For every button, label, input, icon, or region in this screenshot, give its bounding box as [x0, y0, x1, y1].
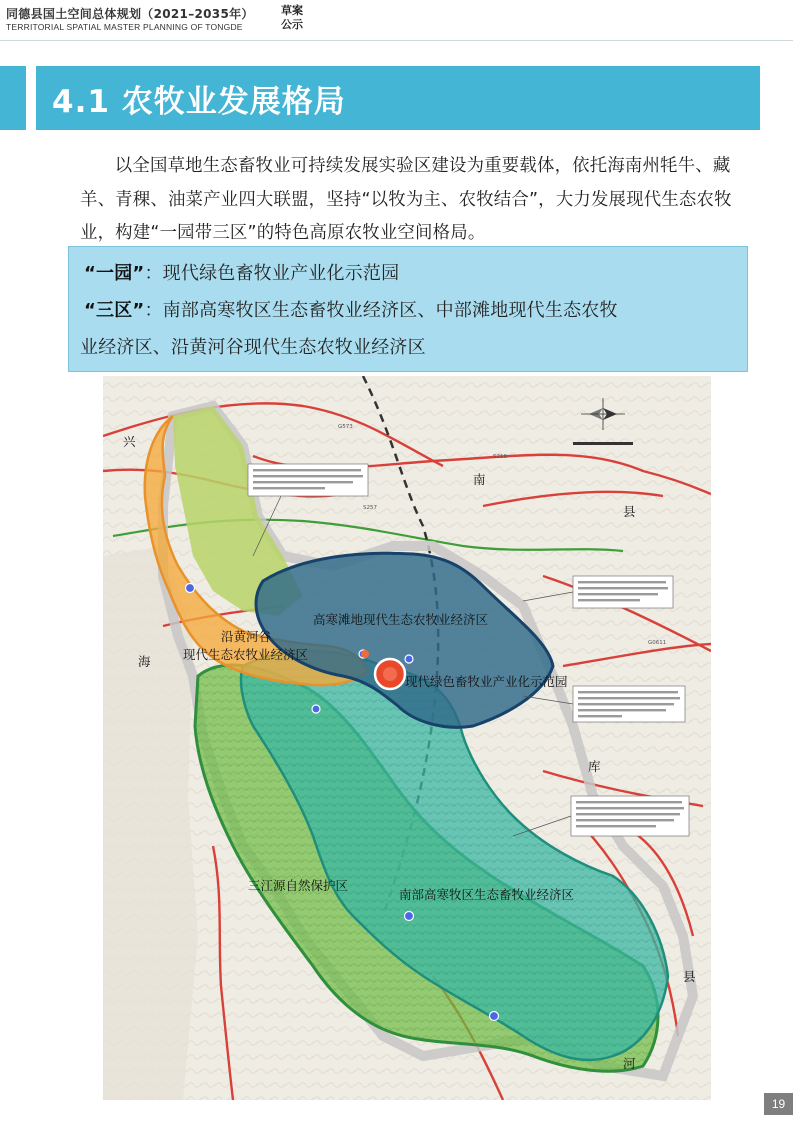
map-letter-4: 库 — [588, 759, 601, 774]
document-title: 同德县国土空间总体规划（2021–2035年） — [6, 7, 254, 21]
south-zone-label: 南部高寒牧区生态畜牧业经济区 — [399, 887, 575, 902]
scale-bar — [573, 442, 633, 445]
document-subtitle: TERRITORIAL SPATIAL MASTER PLANNING OF TONGDE — [6, 22, 243, 32]
road-label-s257: S257 — [363, 505, 377, 511]
map-letter-3: 县 — [623, 504, 636, 519]
section-title: 4.1 农牧业发展格局 — [52, 84, 346, 120]
map-canvas — [103, 376, 711, 1100]
header-divider — [0, 40, 793, 41]
river-zone-label-line2: 现代生态农牧业经济区 — [183, 647, 309, 662]
map-letter-5: 海 — [138, 654, 151, 669]
summary-item-one-park — [84, 257, 399, 291]
map-letter-2: 南 — [473, 472, 486, 487]
draft-badge-line1: 草案 — [281, 4, 303, 17]
map-letter-1: 兴 — [123, 434, 136, 449]
map-letter-6: 县 — [683, 969, 696, 984]
agri-layout-map — [103, 376, 711, 1100]
river-zone-label-line1: 沿黄河谷 — [221, 629, 272, 644]
neighbor-region-west — [103, 546, 198, 1100]
summary-text-one-park: ：现代绿色畜牧业产业化示范园 — [144, 263, 400, 284]
demo-park-label: 现代绿色畜牧业产业化示范园 — [405, 674, 568, 689]
reserve-label: 三江源自然保护区 — [248, 878, 349, 893]
summary-item-three-zones-cont — [80, 331, 426, 365]
map-letter-7: 河 — [623, 1056, 636, 1071]
draft-badge — [279, 4, 305, 32]
summary-tag-three-zones: “三区” — [84, 300, 145, 321]
section-accent-strip — [0, 66, 26, 130]
summary-tag-one-park: “一园” — [84, 263, 145, 284]
summary-item-three-zones — [84, 294, 618, 328]
demo-park-core — [383, 667, 397, 681]
page-number: 19 — [764, 1093, 793, 1115]
plateau-zone-label: 高寒滩地现代生态农牧业经济区 — [313, 612, 489, 627]
road-label-g573: G573 — [338, 424, 353, 430]
county-seat-marker — [361, 650, 369, 658]
intro-paragraph: 以全国草地生态畜牧业可持续发展实验区建设为重要载体，依托海南州牦牛、藏羊、青稞、油菜产业四大联盟，坚持“以牧为主、农牧结合”，大力发展现代生态农牧业，构建“一园带三区”的特色高原农牧业空间格局。 — [80, 156, 732, 243]
summary-text-three-zones-b: 业经济区、沿黄河谷现代生态农牧业经济区 — [80, 337, 426, 358]
road-label-g0611: G0611 — [648, 640, 667, 646]
draft-badge-line2: 公示 — [281, 18, 303, 31]
summary-text-three-zones-a: ：南部高寒牧区生态畜牧业经济区、中部滩地现代生态农牧 — [144, 300, 618, 321]
road-label-s216: S216 — [493, 454, 507, 460]
